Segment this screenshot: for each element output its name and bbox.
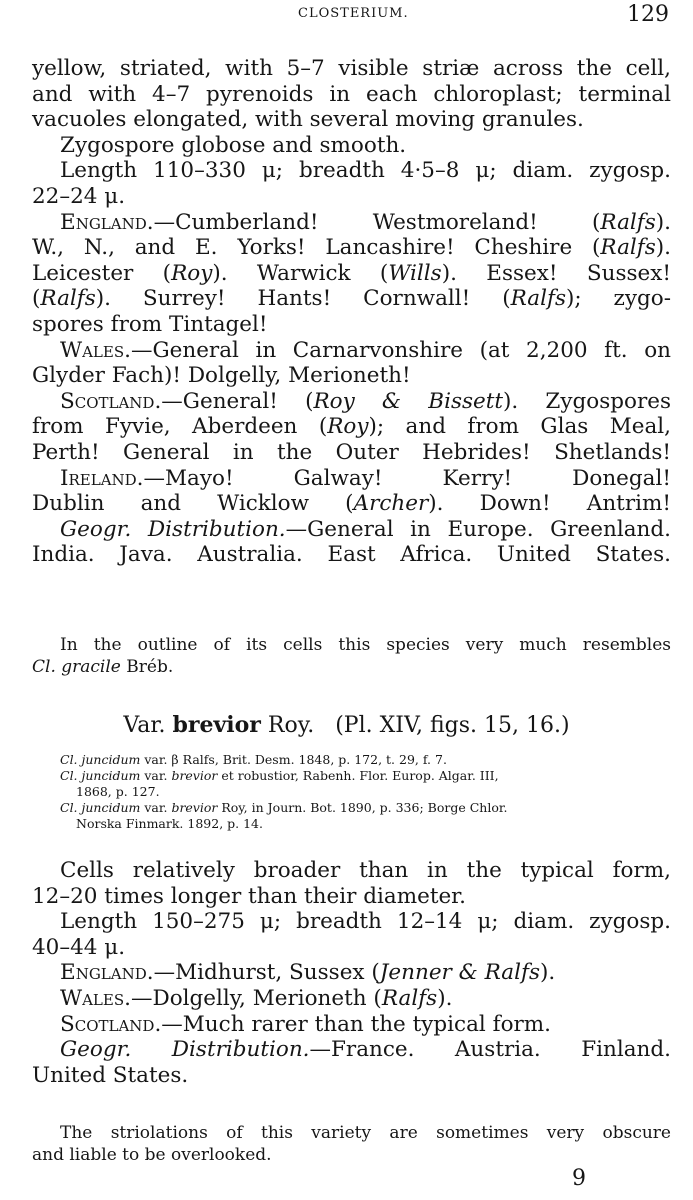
wales-distribution: Wales.—General in Carnarvonshire (at 2,200 ft. on [60,337,671,363]
page-number: 129 [627,2,669,27]
running-title: CLOSTERIUM. [298,6,409,21]
geographic-distribution: Geogr. Distribution.—General in Europe. Greenland. [60,516,671,542]
synonym-1: Cl. juncidum var. β Ralfs, Brit. Desm. 1848, p. 172, t. 29, f. 7. [60,752,447,767]
scotland-distribution: Scotland.—General! (Roy & Bissett). Zygospores [60,388,671,414]
variety-geographic-distribution: Geogr. Distribution.—France. Austria. Finland. [60,1037,671,1063]
signature-mark: 9 [572,1166,586,1191]
variety-heading: Var. brevior Roy. (Pl. XIV, figs. 15, 16.) [123,712,570,738]
species-description: yellow, striated, with 5–7 visible striæ across the cell, and with 4–7 pyrenoids in each chloroplast; terminal vacuoles elongated, with several moving granules. Zygospore globose and smooth. Length 110–330 μ; breadth 4·5–8 μ; diam. zygosp. 22–24 μ. England.—Cumberland! Westmoreland! (Ralfs). W., N., and E. Yorks! Lancashire! Cheshire (Ralfs). Leicester (Roy). Warwick (Wills). Essex! Sussex! (Ralfs). Surrey! Hants! Cornwall! (Ralfs); zygo- spores from Tintagel! Wales.—General in Carnarvonshire (at 2,200 ft. on Glyder Fach)! Dolgelly, Merioneth! Scotland.—General! (Roy & Bissett). Zygospores from Fyvie, Aberdeen (Roy); and from Glas Meal, Perth! General in the Outer Hebrides! Shetlands! Ireland.—Mayo! Galway! Kerry! Donegal! Dublin and Wicklow (Archer). Down! Antrim! Geogr. Distribution.—General in Europe. Greenland. India. Java. Australia. East Africa. United States. [32,56,672,568]
variety-england: England.—Midhurst, Sussex (Jenner & Ralfs). [60,960,556,986]
variety-wales: Wales.—Dolgelly, Merioneth (Ralfs). [60,985,453,1011]
synonym-3: Cl. juncidum var. brevior Roy, in Journ. Bot. 1890, p. 336; Borge Chlor. Norska Finmark. 1892, p. 14. [60,800,508,831]
dimensions-text: Length 110–330 μ; breadth 4·5–8 μ; diam. zygosp. [60,158,671,184]
england-distribution: England.—Cumberland! Westmoreland! (Ralfs). [60,209,671,235]
synonym-2: Cl. juncidum var. brevior et robustior, Rabenh. Flor. Europ. Algar. III, 1868, p. 127. [60,768,499,799]
zygospore-text: Zygospore globose and smooth. [60,132,407,158]
synonymy-list [60,752,671,832]
variety-scotland: Scotland.—Much rarer than the typical form. [60,1011,552,1037]
variety-description: Cells relatively broader than in the typical form, 12–20 times longer than their diameter. Length 150–275 μ; breadth 12–14 μ; diam. zygosp. 40–44 μ. England.—Midhurst, Sussex (Jenner & Ralfs). Wales.—Dolgelly, Merioneth (Ralfs). Scotland.—Much rarer than the typical form. Geogr. Distribution.—France. Austria. Finland. United States. [32,858,671,1088]
ireland-distribution: Ireland.—Mayo! Galway! Kerry! Donegal! [60,465,671,491]
variety-note: The striolations of this variety are sometimes very obscure and liable to be overlooked. [32,1123,671,1165]
species-note: In the outline of its cells this species very much resembles Cl. gracile Bréb. [32,635,671,677]
